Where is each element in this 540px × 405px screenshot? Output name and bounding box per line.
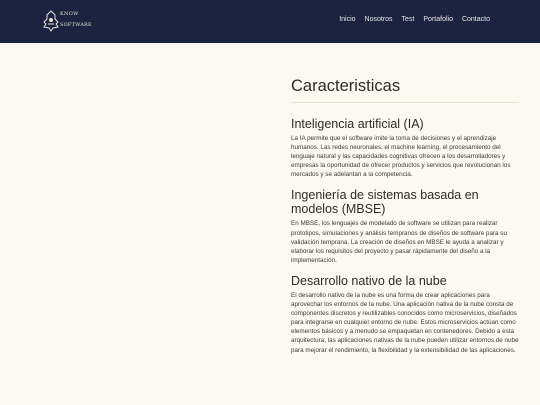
feature-description: La IA permite que el software imite la toma de decisiones y el aprendizaje humanos. Las redes neuronales, el machine learning, el procesamiento del lenguaje natural y las capacidades cognitivas ofrecen a los desarrolladores y empresas la oportunidad de ofrecer productos y servicios que revolucionan los mercados y se adelantan a la competencia. [291, 135, 511, 179]
nav-link-test[interactable]: Test [401, 16, 415, 23]
feature-item [291, 117, 519, 179]
logo-text-top: KNOW [60, 11, 79, 17]
feature-item [291, 274, 519, 355]
feature-title: Ingeniería de sistemas basada en modelos (MBSE) [291, 188, 479, 217]
features-section [291, 76, 519, 355]
site-logo[interactable] [43, 10, 92, 34]
nav-link-contacto[interactable]: Contacto [461, 16, 490, 23]
section-title: Caracteristicas [291, 76, 519, 103]
feature-description: En MBSE, los lenguajes de modelado de software se utilizan para realizar prototipos, simulaciones y análisis tempranos de diseños de software para su validación temprana. La creación de diseños en MBSE le ayuda a analizar y elaborar los requisitos del proyecto y pasar rápidamente del diseño a la implementación. [291, 220, 507, 264]
logo-emblem-icon [43, 10, 59, 32]
logo-text-bottom: SOFTWARE [60, 22, 92, 28]
nav-link-inicio[interactable]: Inicio [339, 16, 356, 23]
feature-title: Desarrollo nativo de la nube [291, 273, 447, 288]
navbar [0, 0, 540, 43]
feature-item [291, 188, 519, 264]
feature-title: Inteligencia artificial (IA) [291, 117, 424, 131]
main-nav [339, 16, 490, 23]
feature-description: El desarrollo nativo de la nube es una forma de crear aplicaciones para aprovechar los entornos de la nube. Una aplicación nativa de la nube consta de componentes discretos y reutilizables conocidos como microservicios, diseñados para integrarse en cualquier entorno de nube. Estos microservicios actúan como elementos básicos y a menudo se empaquetan en contenedores. Debido a esta arquitectura, las aplicaciones nativas de la nube pueden utilizar entornos de nube para mejorar el rendimiento, la flexibilidad y la extensibilidad de las aplicaciones. [291, 291, 519, 354]
nav-link-portafolio[interactable]: Portafolio [423, 16, 453, 23]
nav-link-nosotros[interactable]: Nosotros [364, 16, 393, 23]
